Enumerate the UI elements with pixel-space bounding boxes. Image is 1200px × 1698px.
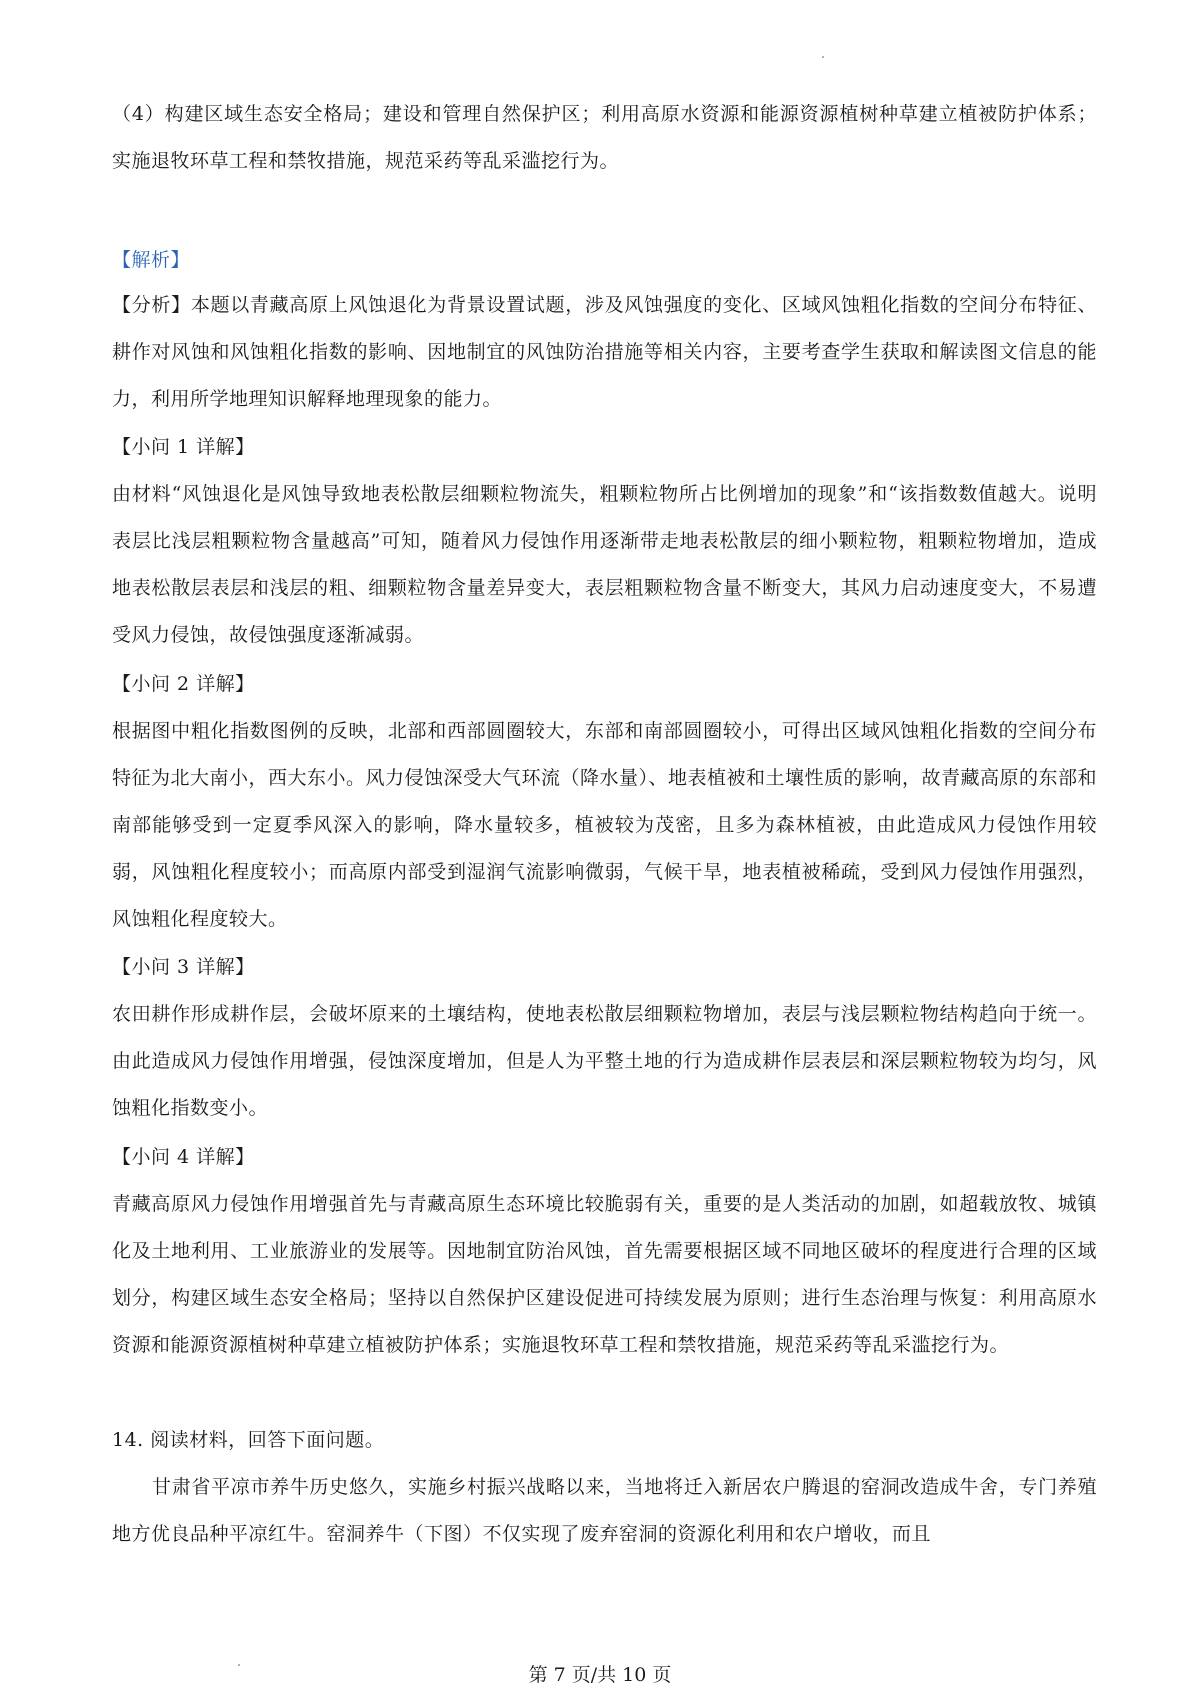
subquestion-4-detail: 青藏高原风力侵蚀作用增强首先与青藏高原生态环境比较脆弱有关，重要的是人类活动的加剧，如超载放牧、城镇化及土地利用、工业旅游业的发展等。因地制宜防治风蚀，首先需要根据区域不同地区破坏的程度进行合理的区域划分，构建区域生态安全格局；坚持以自然保护区建设促进可持续发展为原则；进行生态治理与恢复：利用高原水资源和能源资源植树种草建立植被防护体系；实施退牧环草工程和禁牧措施，规范采药等乱采滥挖行为。 [112,1193,1097,1356]
scan-speck [822,56,824,58]
subquestion-3-detail: 农田耕作形成耕作层，会破坏原来的土壤结构，使地表松散层细颗粒物增加，表层与浅层颗粒物结构趋向于统一。由此造成风力侵蚀作用增强，侵蚀深度增加，但是人为平整土地的行为造成耕作层表层和深层颗粒物较为均匀，风蚀粗化指数变小。 [112,1003,1097,1119]
question-14-material: 甘肃省平凉市养牛历史悠久，实施乡村振兴战略以来，当地将迁入新居农户腾退的窑洞改造成牛舍，专门养殖地方优良品种平凉红牛。窑洞养牛（下图）不仅实现了废弃窑洞的资源化利用和农户增收，而且 [112,1476,1097,1545]
subquestion-1-heading: 【小问 1 详解】 [112,436,255,458]
answer-4: （4）构建区域生态安全格局；建设和管理自然保护区；利用高原水资源和能源资源植树种草建立植被防护体系；实施退牧环草工程和禁牧措施，规范采药等乱采滥挖行为。 [112,103,1097,172]
subquestion-1-detail: 由材料“风蚀退化是风蚀导致地表松散层细颗粒物流失，粗颗粒物所占比例增加的现象”和“该指数数值越大。说明表层比浅层粗颗粒物含量越高”可知，随着风力侵蚀作用逐渐带走地表松散层的细小颗粒物，粗颗粒物增加，造成地表松散层表层和浅层的粗、细颗粒物含量差异变大，表层粗颗粒物含量不断变大，其风力启动速度变大，不易遭受风力侵蚀，故侵蚀强度逐渐减弱。 [112,483,1097,646]
question-14-heading: 14. 阅读材料，回答下面问题。 [112,1429,385,1451]
analysis-text: 【分析】本题以青藏高原上风蚀退化为背景设置试题，涉及风蚀强度的变化、区域风蚀粗化指数的空间分布特征、耕作对风蚀和风蚀粗化指数的影响、因地制宜的风蚀防治措施等相关内容，主要考查学生获取和解读图文信息的能力，利用所学地理知识解释地理现象的能力。 [112,294,1097,410]
page-number: 第 7 页/共 10 页 [528,1664,672,1686]
subquestion-4-heading: 【小问 4 详解】 [112,1146,255,1168]
subquestion-3-heading: 【小问 3 详解】 [112,956,255,978]
subquestion-2-heading: 【小问 2 详解】 [112,673,255,695]
analysis-label: 【解析】 [112,249,191,271]
subquestion-2-detail: 根据图中粗化指数图例的反映，北部和西部圆圈较大，东部和南部圆圈较小，可得出区域风蚀粗化指数的空间分布特征为北大南小，西大东小。风力侵蚀深受大气环流（降水量）、地表植被和土壤性质的影响，故青藏高原的东部和南部能够受到一定夏季风深入的影响，降水量较多，植被较为茂密，且多为森林植被，由此造成风力侵蚀作用较弱，风蚀粗化程度较小；而高原内部受到湿润气流影响微弱，气候干旱，地表植被稀疏，受到风力侵蚀作用强烈，风蚀粗化程度较大。 [112,720,1098,930]
